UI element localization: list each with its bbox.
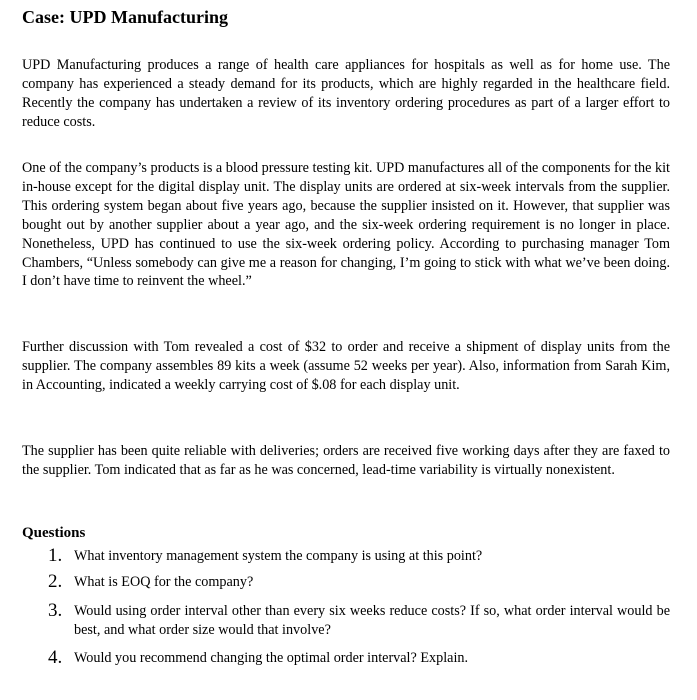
question-text: Would using order interval other than every six weeks reduce costs? If so, what order interval would be best, and what order size would that involve? bbox=[74, 603, 670, 638]
question-number: 3. bbox=[48, 600, 63, 621]
paragraph-supplier: The supplier has been quite reliable with deliveries; orders are received five working days after they are faxed to the supplier. Tom indicated that as far as he was concerned, lead-time variability is virtually nonexistent. bbox=[22, 443, 670, 478]
question-text: What is EOQ for the company? bbox=[74, 574, 254, 590]
question-text: Would you recommend changing the optimal order interval? Explain. bbox=[74, 650, 469, 666]
paragraph-ordering-policy: One of the company’s products is a blood pressure testing kit. UPD manufactures all of the components for the kit in-house except for the digital display unit. The display units are ordered at six-week intervals from the supplier. This ordering system began about five years ago, because the supplier insisted on it. However, that supplier was bought out by another supplier about a year ago, and the six-week ordering requirement is no longer in place. Nonetheless, UPD has continued to use the six-week ordering policy. According to purchasing manager Tom Chambers, “Unless somebody can give me a reason for changing, I’m going to stick with what we’ve been doing. I don’t have time to reinvent the wheel.” bbox=[22, 160, 670, 290]
question-item bbox=[48, 573, 670, 592]
question-number: 2. bbox=[48, 571, 63, 592]
question-text: What inventory management system the company is using at this point? bbox=[74, 548, 483, 564]
questions-heading: Questions bbox=[22, 525, 86, 541]
question-number: 1. bbox=[48, 545, 63, 566]
case-title: Case: UPD Manufacturing bbox=[22, 7, 228, 27]
paragraph-intro: UPD Manufacturing produces a range of health care appliances for hospitals as well as for home use. The company has experienced a steady demand for its products, which are highly regarded in the healthcare field. Recently the company has undertaken a review of its inventory ordering procedures as part of a larger effort to reduce costs. bbox=[22, 57, 670, 130]
question-item bbox=[48, 547, 670, 566]
paragraph-costs: Further discussion with Tom revealed a cost of $32 to order and receive a shipment of display units from the supplier. The company assembles 89 kits a week (assume 52 weeks per year). Also, information from Sarah Kim, in Accounting, indicated a weekly carrying cost of $.08 for each display unit. bbox=[22, 339, 670, 393]
question-item bbox=[48, 649, 670, 668]
question-item bbox=[48, 602, 670, 640]
questions-list bbox=[48, 547, 670, 668]
question-number: 4. bbox=[48, 647, 63, 668]
